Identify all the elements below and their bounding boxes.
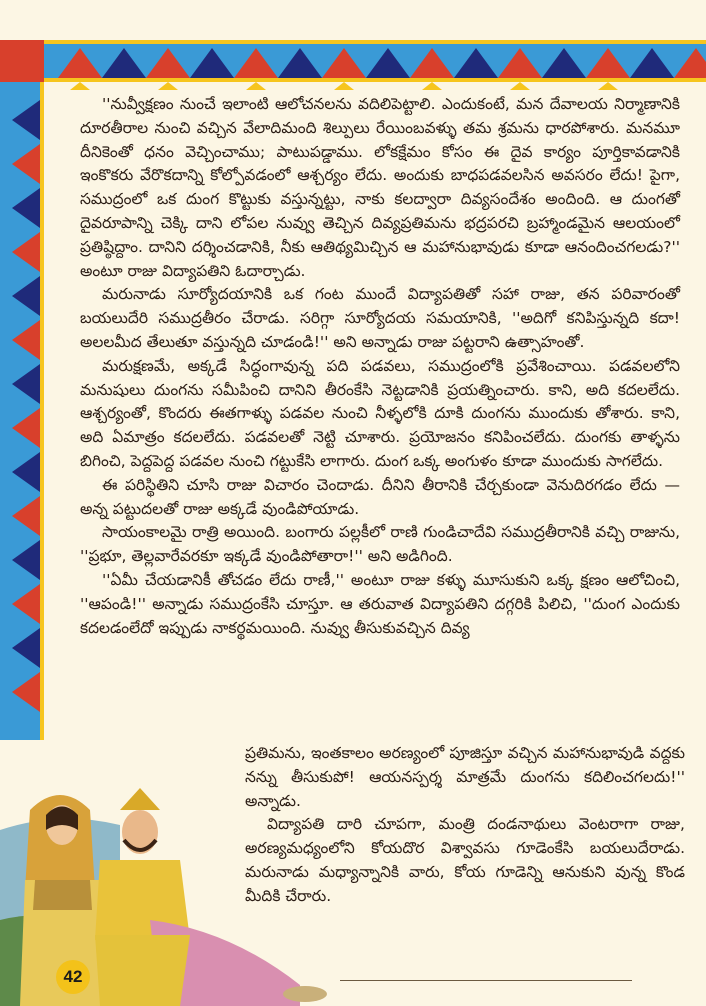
king-figure (95, 788, 327, 1006)
top-triangle-row (58, 48, 706, 78)
paragraph: ఈ పరిస్థితిని చూసి రాజు విచారం చెందాడు. దీనిని తీరానికి చేర్చకుండా వెనుదిరగడం లేదు — అన్న పట్టుదలతో రాజు అక్కడే వుండిపోయాడు. (80, 475, 680, 518)
king-queen-illustration (0, 770, 350, 1006)
left-triangle-row (12, 100, 40, 712)
page-number: 42 (56, 960, 90, 994)
story-text (80, 93, 680, 640)
paragraph: మరుక్షణమే, అక్కడే సిద్ధంగావున్న పది పడవలు, సముద్రంలోకి ప్రవేశించాయి. పడవలలోని మనుషులు దుంగను సమీపించి దానిని తీరంకేసి నెట్టడానికి ప్రయత్నించారు. కాని, అది కదలలేదు. ఆశ్చర్యంతో, కొందరు ఈతగాళ్ళు పడవల నుంచి నీళ్ళలోకి దూకి దుంగను ముందుకు తోశారు. కాని, అది ఏమాత్రం కదలలేదు. పడవలతో నెట్టి చూశారు. ప్రయోజనం కనిపించలేదు. దుంగకు తాళ్ళను బిగించి, పెద్దపెద్ద పడవల నుంచి గట్టుకేసి లాగారు. దుంగ ఒక్క అంగుళం కూడా ముందుకు సాగలేదు. (80, 356, 680, 470)
paragraph: ''నువ్వీక్షణం నుంచే ఇలాంటి ఆలోచనలను వదిలిపెట్టాలి. ఎందుకంటే, మన దేవాలయ నిర్మాణానికి దూరతీరాల నుంచి వచ్చిన వేలాదిమంది శిల్పులు రేయింబవళ్ళు తమ శ్రమను ధారపోశారు. మనమూ దీనికెంతో ధనం వెచ్చించాము; పాటుపడ్డాము. లోకక్షేమం కోసం ఈ దైవ కార్యం పూర్తికావడానికి ఇంకొకరు వేరొకదాన్ని కోల్పోవడంలో ఆశ్చర్యం లేదు. అందుకు బాధపడవలసిన అవసరం లేదు! పైగా, సముద్రంలో ఒక దుంగ కొట్టుకు వస్తున్నట్టు, నాకు కలద్వారా దివ్యసందేశం అందింది. ఆ దుంగతో దైవరూపాన్ని చెక్కి దాని లోపల నువ్వు తెచ్చిన దివ్యప్రతిమను భద్రపరచి బ్రహ్మాండమైన ఆలయంలో ప్రతిష్ఠిద్దాం. దానిని దర్శించడానికి, నీకు ఆతిథ్యమిచ్చిన ఆ మహానుభావుడు కూడా ఆనందించగలడు?'' అంటూ రాజు విద్యాపతిని ఓదార్చాడు. (80, 95, 680, 280)
paragraph: ''ఏమీ చేయడానికీ తోచడం లేదు రాణీ,'' అంటూ రాజు కళ్ళు మూసుకుని ఒక్క క్షణం ఆలోచించి, ''ఆపండి!'' అన్నాడు సముద్రంకేసి చూస్తూ. ఆ తరువాత విద్యాపతిని దగ్గరికి పిలిచి, ''దుంగ ఎందుకు కదలడంలేదో ఇప్పుడు నాకర్థమయింది. నువ్వు తీసుకువచ్చిన దివ్య (80, 570, 681, 637)
paragraph: సాయంకాలమై రాత్రి అయింది. బంగారు పల్లకీలో రాణి గుండిచాదేవి సముద్రతీరానికి వచ్చి రాజును, ''ప్రభూ, తెల్లవారేవరకూ ఇక్కడే వుండిపోతారా!'' అని అడిగింది. (80, 523, 680, 566)
paragraph: మరునాడు సూర్యోదయానికి ఒక గంట ముందే విద్యాపతితో సహా రాజు, తన పరివారంతో బయలుదేరి సముద్రతీరం చేరాడు. సరిగ్గా సూర్యోదయ సమయానికి, ''అదిగో కనిపిస్తున్నది కదా! అలలమీద తేలుతూ వస్తున్నది చూడండి!'' అని అన్నాడు రాజు పట్టరాని ఉత్సాహంతో. (80, 285, 680, 351)
paragraph: ప్రతిమను, ఇంతకాలం అరణ్యంలో పూజిస్తూ వచ్చిన మహానుభావుడి వద్దకు నన్ను తీసుకుపో! ఆయనస్పర్శ మాత్రమే దుంగను కదిలించగలదు!'' అన్నాడు. (245, 744, 685, 810)
paragraph: విద్యాపతి దారి చూపగా, మంత్రి దండనాథులు వెంటరాగా రాజు, అరణ్యమధ్యంలోని కోయదొర విశ్వావసు గూడెంకేసి బయలుదేరాడు. మరునాడు మధ్యాన్నానికి వారు, కోయ గూడెన్ని ఆనుకుని వున్న కొండ మీదికి చేరారు. (245, 815, 685, 905)
footer-divider (340, 980, 632, 981)
